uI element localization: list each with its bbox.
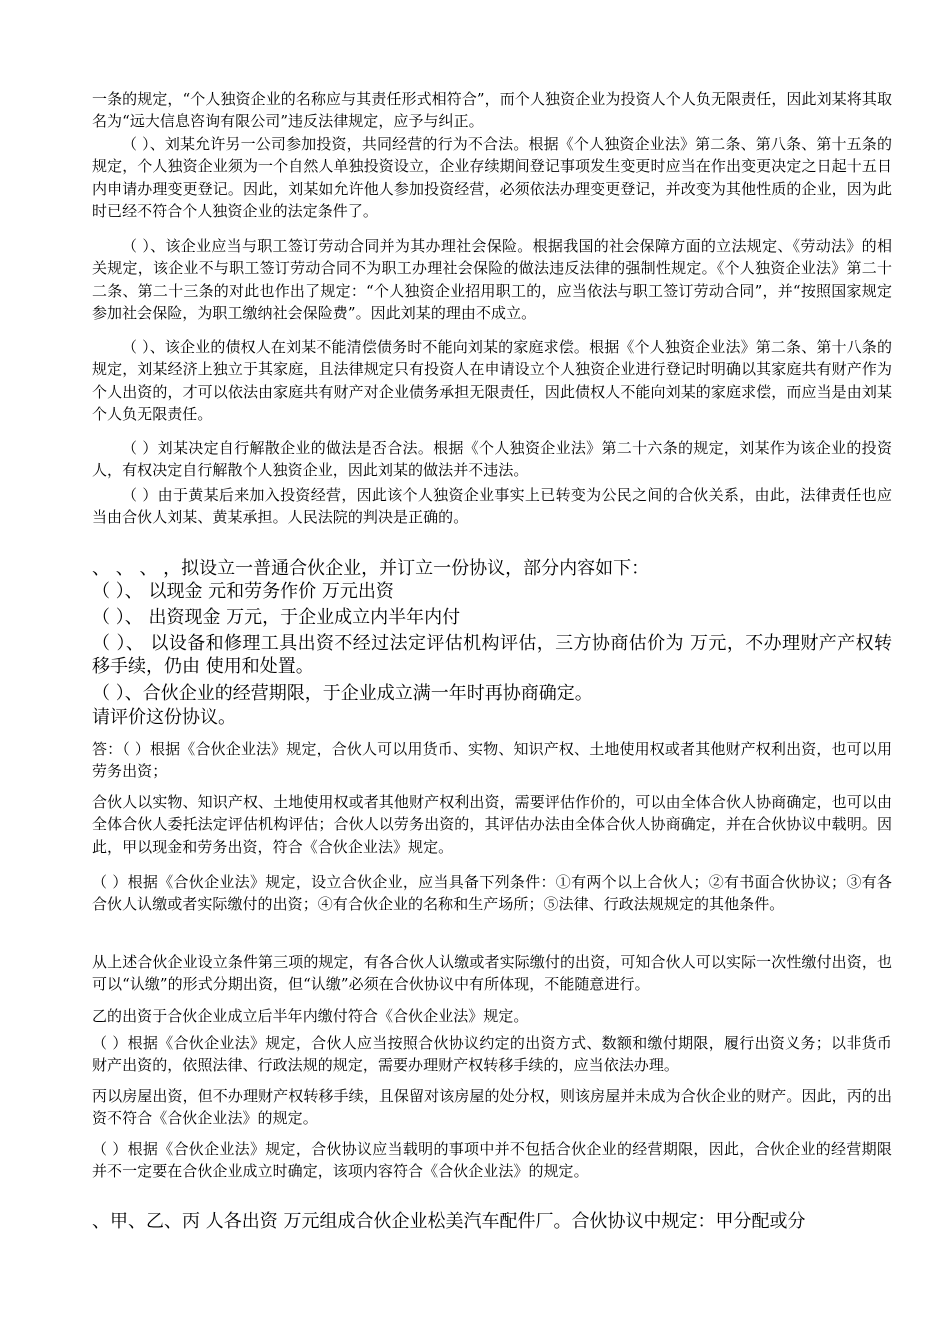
- paragraph-labor-contract-point: （ ）、该企业应当与职工签订劳动合同并为其办理社会保险。根据我国的社会保障方面的立法规定、《劳动法》的相关规定，该企业不与职工签订劳动合同不为职工办理社会保险的做法违反法律的强制性规定。《个人独资企业法》第二十二条、第二十三条的对此也作出了规定：“个人独资企业招用职工的，应当依法与职工签订劳动合同”，并“按照国家规定参加社会保险，为职工缴纳社会保险费”。因此刘某的理由不成立。: [92, 237, 892, 323]
- agreement-item-4: （ ）、合伙企业的经营期限，于企业成立满一年时再协商确定。: [92, 683, 593, 704]
- question-prompt: 请评价这份协议。: [92, 707, 236, 728]
- answer-paragraph-6: （ ）根据《合伙企业法》规定，合伙人应当按照合伙协议约定的出资方式、数额和缴付期限，履行出资义务；以非货币财产出资的，依照法律、行政法规的规定，需要办理财产权转移手续的，应当依法办理。: [92, 1034, 892, 1075]
- answer-paragraph-4: 从上述合伙企业设立条件第三项的规定，有各合伙人认缴或者实际缴付的出资，可知合伙人可以实际一次性缴付出资，也可以“认缴”的形式分期出资，但“认缴”必须在合伙协议中有所体现，不能随意进行。: [92, 953, 892, 994]
- agreement-item-1: （ ）、 以现金 元和劳务作价 万元出资: [92, 581, 394, 602]
- answer-paragraph-2: 合伙人以实物、知识产权、土地使用权或者其他财产权利出资，需要评估作价的，可以由全体合伙人协商确定，也可以由全体合伙人委托法定评估机构评估；合伙人以劳务出资的，其评估办法由全体合伙人协商确定，并在合伙协议中载明。因此，甲以现金和劳务出资，符合《合伙企业法》规定。: [92, 793, 892, 856]
- paragraph-partnership-point: （ ）由于黄某后来加入投资经营，因此该个人独资企业事实上已转变为公民之间的合伙关系，由此，法律责任也应当由合伙人刘某、黄某承担。人民法院的判决是正确的。: [92, 486, 892, 527]
- paragraph-dissolution-point: （ ）刘某决定自行解散企业的做法是否合法。根据《个人独资企业法》第二十六条的规定，刘某作为该企业的投资人，有权决定自行解散个人独资企业，因此刘某的做法并不违法。: [92, 439, 892, 480]
- answer-paragraph-1: 答：（ ）根据《合伙企业法》规定，合伙人可以用货币、实物、知识产权、土地使用权或者其他财产权利出资，也可以用劳务出资；: [92, 740, 892, 781]
- paragraph-investment-point: （ ）、刘某允许另一公司参加投资，共同经营的行为不合法。根据《个人独资企业法》第二条、第八条、第十五条的规定，个人独资企业须为一个自然人单独投资设立，企业存续期间登记事项发生变更时应当在作出变更决定之日起十五日内申请办理变更登记。因此，刘某如允许他人参加投资经营，必须依法办理变更登记，并改变为其他性质的企业，因为此时已经不符合个人独资企业的法定条件了。: [92, 135, 892, 221]
- paragraph-creditor-point: （ ）、该企业的债权人在刘某不能清偿债务时不能向刘某的家庭求偿。根据《个人独资企业法》第二条、第十八条的规定，刘某经济上独立于其家庭，且法律规定只有投资人在申请设立个人独资企业进行登记时明确以其家庭共有财产作为个人出资的，才可以依法由家庭共有财产对企业债务承担无限责任，因此债权人不能向刘某的家庭求偿，而应当是由刘某个人负无限责任。: [92, 338, 892, 424]
- answer-paragraph-8: （ ）根据《合伙企业法》规定，合伙协议应当载明的事项中并不包括合伙企业的经营期限，因此，合伙企业的经营期限并不一定要在合伙企业成立时确定，该项内容符合《合伙企业法》的规定。: [92, 1140, 892, 1181]
- answer-paragraph-7: 丙以房屋出资，但不办理财产权转移手续，且保留对该房屋的处分权，则该房屋并未成为合伙企业的财产。因此，丙的出资不符合《合伙企业法》的规定。: [92, 1087, 892, 1128]
- answer-paragraph-5: 乙的出资于合伙企业成立后半年内缴付符合《合伙企业法》规定。: [92, 1007, 529, 1025]
- answer-paragraph-3: （ ）根据《合伙企业法》规定，设立合伙企业，应当具备下列条件：①有两个以上合伙人；②有书面合伙协议；③有各合伙人认缴或者实际缴付的出资；④有合伙企业的名称和生产场所；⑤法律、行政法规规定的其他条件。: [92, 873, 892, 914]
- agreement-item-2: （ ）、 出资现金 万元，于企业成立内半年内付: [92, 607, 461, 628]
- question-intro: 、 、 、 ，拟设立一普通合伙企业，并订立一份协议，部分内容如下：: [92, 558, 650, 579]
- next-question: 、甲、乙、丙 人各出资 万元组成合伙企业松美汽车配件厂。合伙协议中规定：甲分配或分: [92, 1211, 806, 1232]
- agreement-item-3: （ ）、 以设备和修理工具出资不经过法定评估机构评估，三方协商估价为 万元，不办理财产产权转移手续，仍由 使用和处置。: [92, 633, 892, 677]
- paragraph-name-rule: 一条的规定，“个人独资企业的名称应与其责任形式相符合”，而个人独资企业为投资人个人负无限责任，因此刘某将其取名为“远大信息咨询有限公司”违反法律规定，应予与纠正。: [92, 90, 892, 131]
